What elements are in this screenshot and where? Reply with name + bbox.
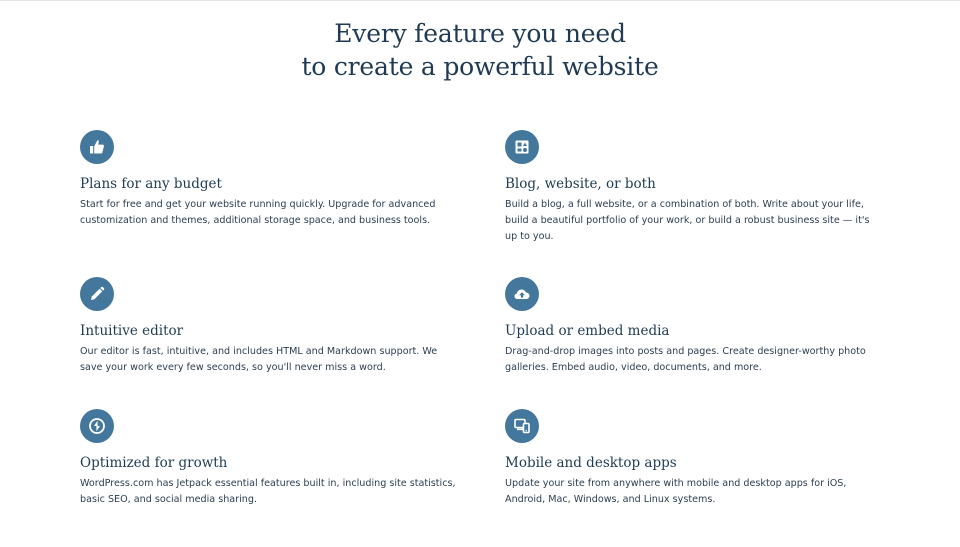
feature-title: Intuitive editor <box>80 323 184 339</box>
description-line: Our editor is fast, intuitive, and includes HTML and Markdown support. We <box>80 346 438 357</box>
feature-intuitive-editor <box>80 277 460 376</box>
feature-description <box>80 344 460 376</box>
layout-blocks-icon <box>505 130 539 164</box>
description-line: galleries. Embed audio, video, documents, and more. <box>505 362 762 373</box>
feature-title: Blog, website, or both <box>505 176 656 192</box>
description-line: up to you. <box>505 231 554 242</box>
thumbs-up-icon <box>80 130 114 164</box>
feature-description <box>505 476 885 508</box>
feature-plans-for-any-budget <box>80 130 460 229</box>
feature-title: Mobile and desktop apps <box>505 455 677 471</box>
feature-mobile-and-desktop-apps <box>505 409 885 508</box>
feature-description <box>505 344 885 376</box>
description-line: basic SEO, and social media sharing. <box>80 494 257 505</box>
description-line: build a beautiful portfolio of your work, or build a robust business site — it's <box>505 215 870 226</box>
feature-title: Upload or embed media <box>505 323 670 339</box>
description-line: Drag-and-drop images into posts and pages. Create designer-worthy photo <box>505 346 866 357</box>
headline-line-1: Every feature you need <box>334 19 626 48</box>
feature-title: Optimized for growth <box>80 455 228 471</box>
feature-upload-or-embed-media <box>505 277 885 376</box>
feature-description <box>80 197 460 229</box>
description-line: WordPress.com has Jetpack essential features built in, including site statistics, <box>80 478 456 489</box>
description-line: Update your site from anywhere with mobile and desktop apps for iOS, <box>505 478 847 489</box>
headline-line-2: to create a powerful website <box>301 52 659 81</box>
devices-icon <box>505 409 539 443</box>
feature-optimized-for-growth <box>80 409 460 508</box>
pencil-icon <box>80 277 114 311</box>
description-line: Build a blog, a full website, or a combination of both. Write about your life, <box>505 199 864 210</box>
description-line: customization and themes, additional storage space, and business tools. <box>80 215 431 226</box>
description-line: Android, Mac, Windows, and Linux systems. <box>505 494 716 505</box>
page-title <box>0 17 960 83</box>
cloud-upload-icon <box>505 277 539 311</box>
feature-title: Plans for any budget <box>80 176 222 192</box>
feature-blog-website-or-both <box>505 130 885 245</box>
jetpack-bolt-icon <box>80 409 114 443</box>
feature-description <box>505 197 885 245</box>
description-line: Start for free and get your website running quickly. Upgrade for advanced <box>80 199 436 210</box>
feature-description <box>80 476 460 508</box>
description-line: save your work every few seconds, so you'll never miss a word. <box>80 362 386 373</box>
